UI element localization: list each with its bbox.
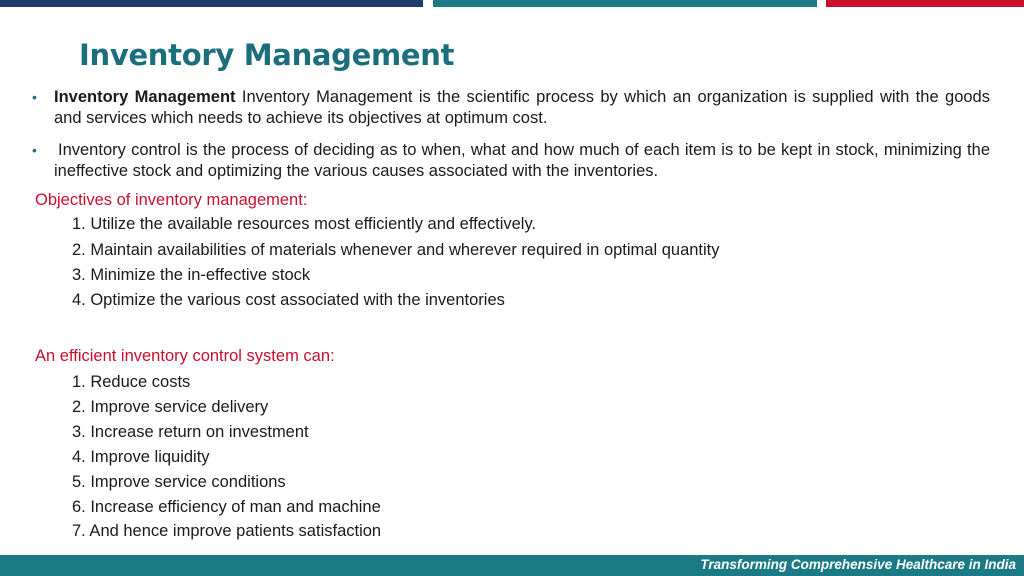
objectives-heading: Objectives of inventory management: [35, 191, 308, 209]
objective-item: 2. Maintain availabilities of materials whenever and wherever required in optimal quantity [72, 241, 720, 259]
footer-tagline: Transforming Comprehensive Healthcare in India [700, 557, 1016, 572]
efficient-item: 2. Improve service delivery [72, 398, 269, 416]
top-bar-navy [0, 0, 423, 7]
efficient-item: 4. Improve liquidity [72, 448, 210, 466]
efficient-item: 3. Increase return on investment [72, 423, 309, 441]
objective-item: 3. Minimize the in-effective stock [72, 266, 311, 284]
bullet-dot-icon: • [32, 89, 37, 105]
bullet-inventory-control [32, 140, 990, 182]
efficient-item: 5. Improve service conditions [72, 473, 286, 491]
objective-item: 4. Optimize the various cost associated with the inventories [72, 291, 505, 309]
bullet-text: Inventory control is the process of deciding as to when, what and how much of each item is to be kept in stock, minimizing the ineffective stock and optimizing the various causes associated with the inventories. [54, 141, 990, 180]
slide-title: Inventory Management [79, 38, 455, 72]
efficient-heading: An efficient inventory control system can: [35, 347, 335, 365]
bullet-dot-icon: • [32, 142, 37, 158]
footer-bar [0, 555, 1024, 576]
efficient-item: 6. Increase efficiency of man and machine [72, 498, 381, 516]
bullet-definition [32, 87, 990, 129]
efficient-item: 1. Reduce costs [72, 373, 191, 391]
objective-item: 1. Utilize the available resources most efficiently and effectively. [72, 215, 537, 233]
bullet-bold-term: Inventory Management [54, 88, 236, 106]
top-bar-teal [433, 0, 817, 7]
bullet-text: Inventory Management is the scientific process by which an organization is supplied with the goods and services which needs to achieve its objectives at optimum cost. [54, 88, 990, 127]
top-bar-red [826, 0, 1024, 7]
efficient-item: 7. And hence improve patients satisfaction [72, 522, 382, 540]
